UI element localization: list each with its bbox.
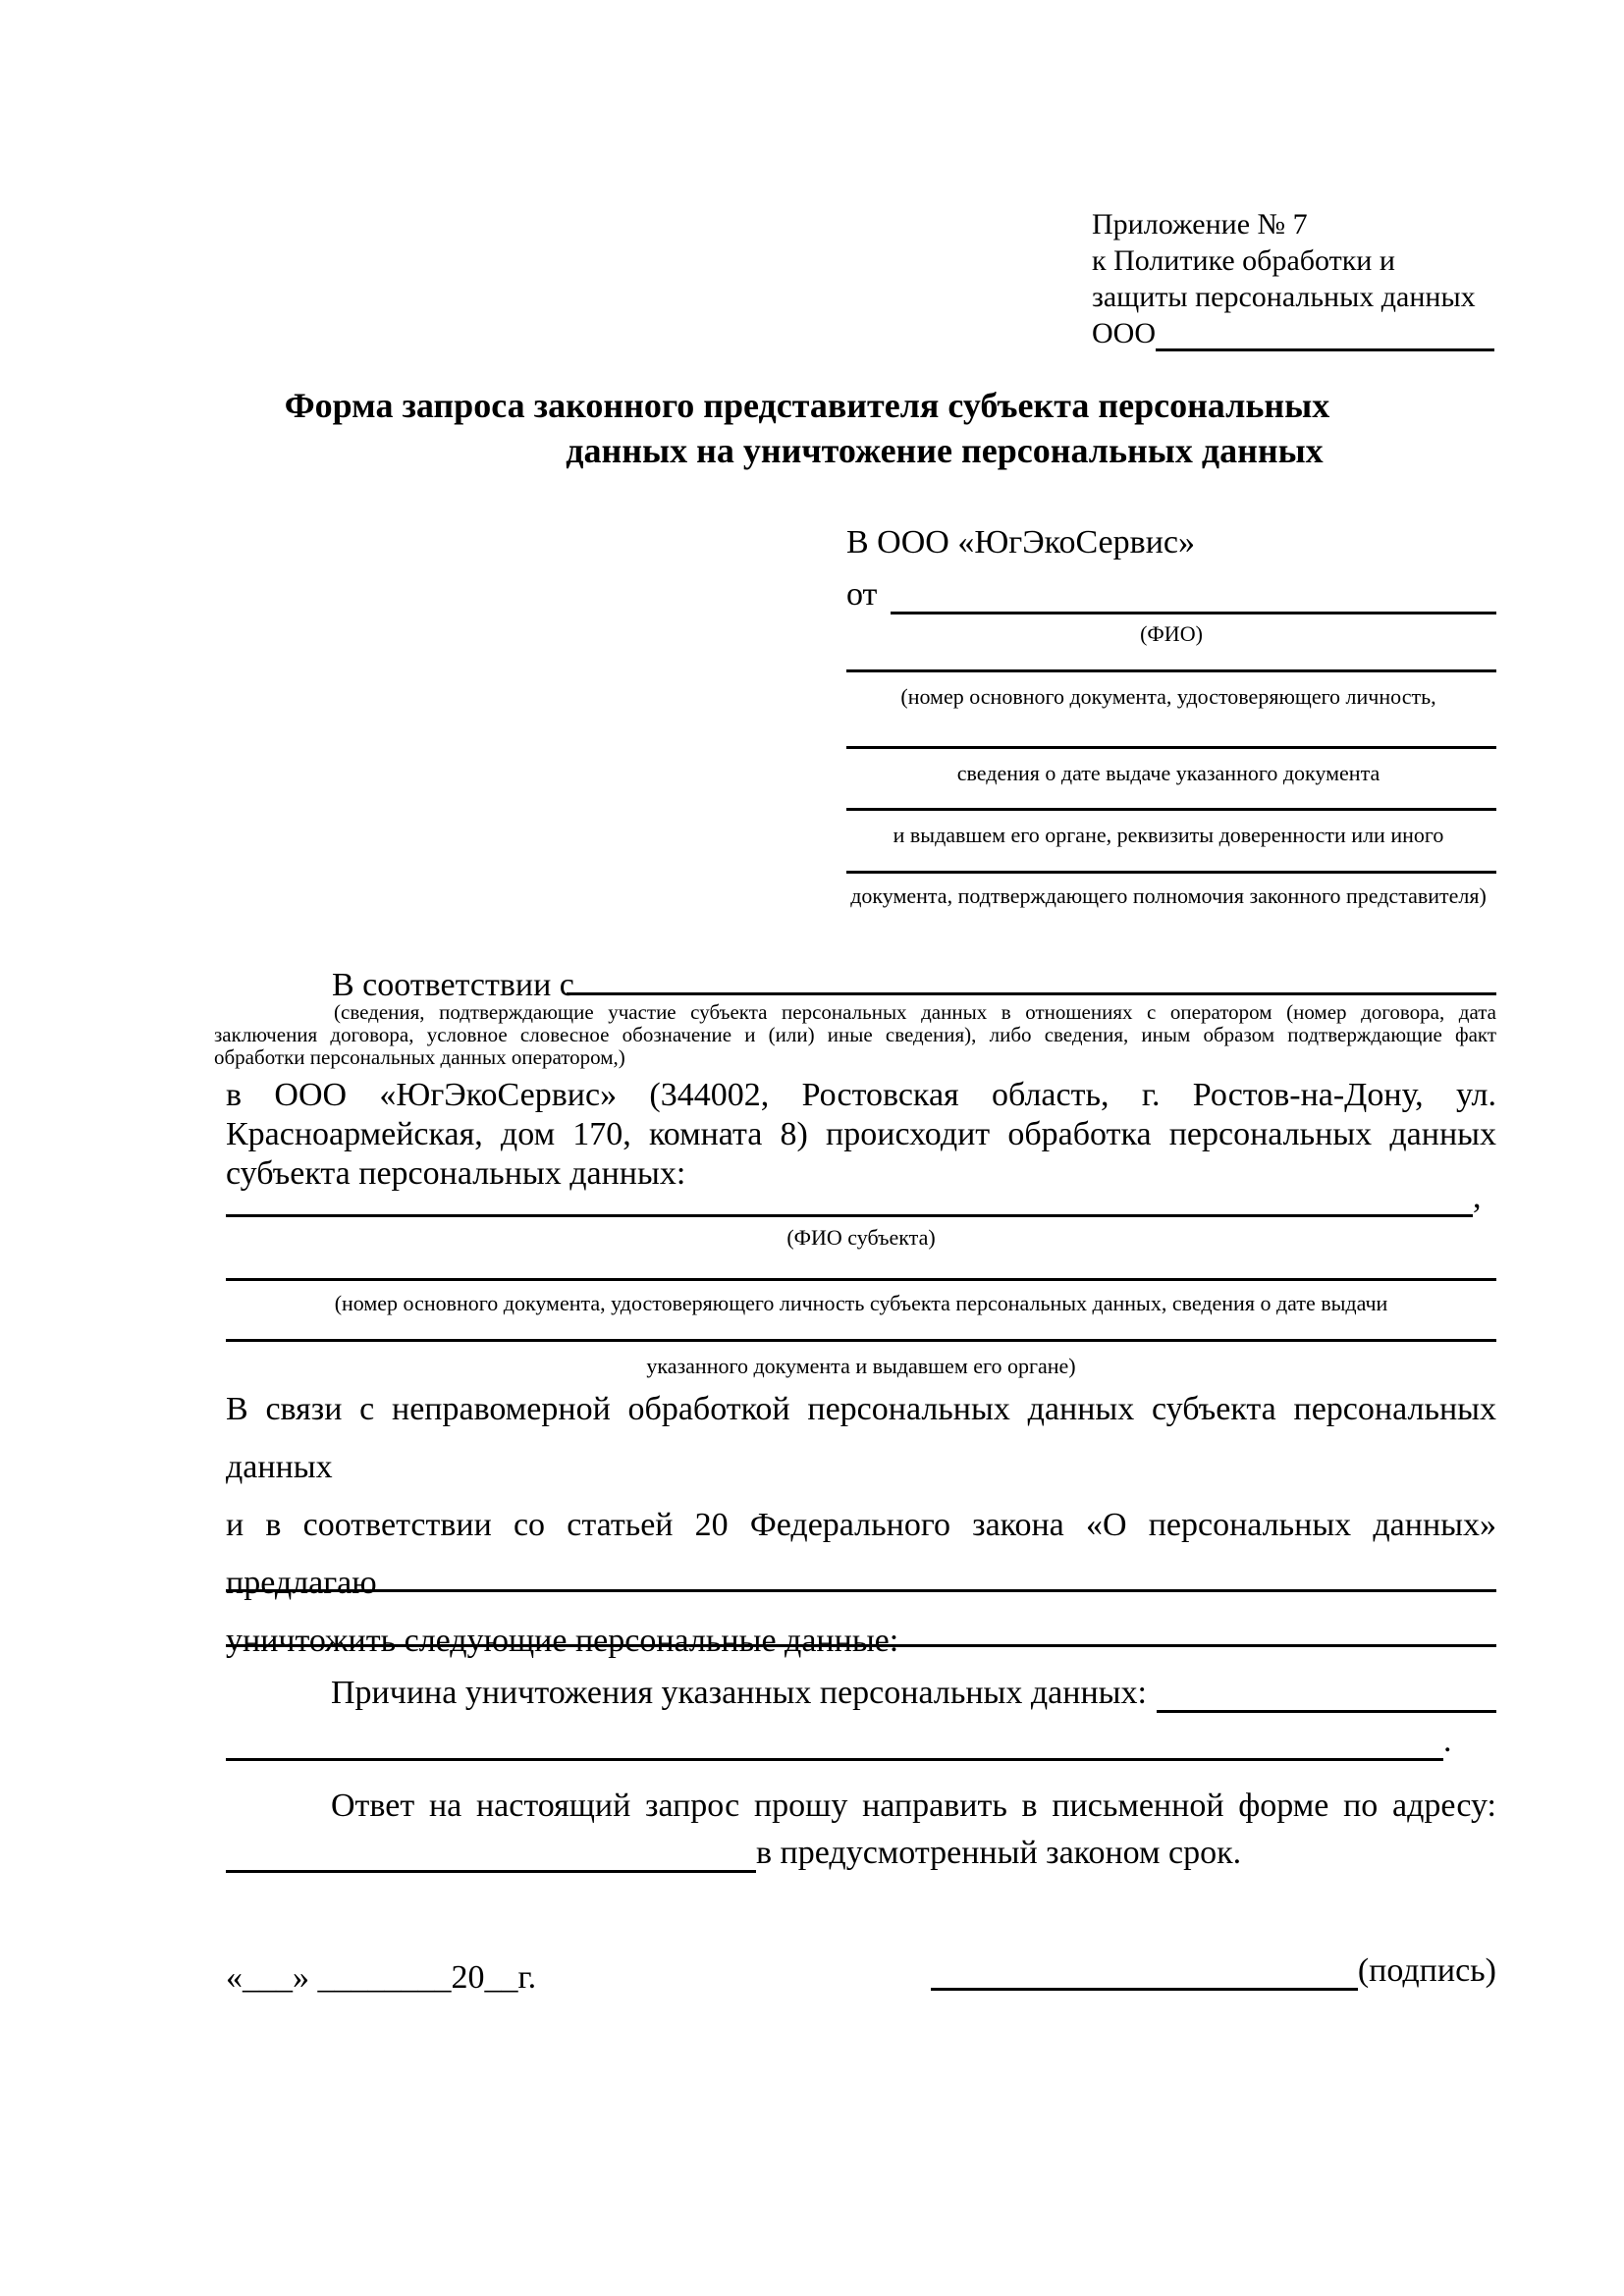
fio-caption: (ФИО) [1140, 621, 1203, 646]
reply-line-1: Ответ на настоящий запрос прошу направить в письменной форме по адресу: [331, 1788, 1496, 1824]
subject-fio-blank-line [226, 1181, 1473, 1217]
operator-line-3: субъекта персональных данных: [226, 1155, 686, 1192]
subject-doc-blank-line-1 [226, 1278, 1496, 1281]
reason-row [226, 1674, 1496, 1713]
issuing-authority-blank-line [846, 808, 1496, 811]
document-title [226, 383, 1496, 473]
operator-paragraph [226, 1076, 1496, 1194]
according-note [214, 1001, 1496, 1069]
request-paragraph [226, 1380, 1496, 1670]
appendix-line-2: к Политике обработки и [1092, 244, 1395, 277]
from-fio-blank-line [891, 578, 1496, 614]
title-line-1: Форма запроса законного представителя субъекта персональных [284, 386, 1330, 425]
reason-blank-line-2 [226, 1725, 1443, 1761]
reason-blank-line [1157, 1677, 1496, 1713]
subject-fio-comma: , [1473, 1179, 1482, 1215]
appendix-company-prefix: ООО [1092, 317, 1156, 349]
signature-row [931, 1951, 1496, 1991]
data-to-destroy-blank-line-1 [226, 1589, 1496, 1592]
appendix-company-row [1092, 315, 1494, 351]
from-label: от [846, 576, 878, 613]
doc-number-blank-line [846, 669, 1496, 672]
issuing-authority-caption: и выдавшем его органе, реквизиты доверенности или иного [893, 823, 1444, 847]
reply-address-blank-line [226, 1837, 756, 1873]
addressee-to: В ООО «ЮгЭкоСервис» [846, 524, 1195, 561]
appendix-line-3: защиты персональных данных [1092, 281, 1476, 313]
date-line: «___» ________20__г. [226, 1959, 537, 1996]
title-line-2: данных на уничтожение персональных данных [566, 431, 1324, 470]
reason-continuation-row [226, 1722, 1496, 1761]
issue-date-caption: сведения о дате выдаче указанного документа [956, 761, 1380, 785]
addressee-from-row [846, 575, 1496, 614]
according-note-line-2: заключения договора, условное словесное обозначение и (или) иные сведения), либо сведения, иным образом подтверждающие факт [214, 1023, 1496, 1046]
request-line-1: В связи с неправомерной обработкой персональных данных субъекта персональных данных [226, 1391, 1496, 1485]
according-note-line-3: обработки персональных данных оператором,) [214, 1045, 625, 1069]
subject-doc-caption-1: (номер основного документа, удостоверяющего личность субъекта персональных данных, сведения о дате выдачи [334, 1291, 1388, 1315]
signature-blank-line [931, 1954, 1358, 1991]
operator-line-2: Красноармейская, дом 170, комната 8) происходит обработка персональных данных [226, 1116, 1496, 1152]
according-blank-line [567, 992, 1496, 995]
according-label: В соответствии с [332, 967, 574, 1003]
reason-period: . [1443, 1723, 1452, 1759]
subject-fio-row [226, 1178, 1496, 1217]
subject-fio-caption: (ФИО субъекта) [786, 1225, 936, 1250]
signature-caption: (подпись) [1357, 1952, 1496, 1989]
doc-number-caption: (номер основного документа, удостоверяющего личность, [900, 684, 1436, 709]
representative-doc-blank-line [846, 871, 1496, 874]
appendix-block [1092, 206, 1494, 351]
subject-doc-blank-line-2 [226, 1339, 1496, 1342]
issue-date-blank-line [846, 746, 1496, 749]
data-to-destroy-blank-line-2 [226, 1644, 1496, 1647]
reason-label: Причина уничтожения указанных персональных данных: [331, 1675, 1147, 1711]
operator-line-1: в ООО «ЮгЭкоСервис» (344002, Ростовская область, г. Ростов-на-Дону, ул. [226, 1077, 1496, 1113]
representative-doc-caption: документа, подтверждающего полномочия законного представителя) [850, 883, 1487, 908]
appendix-line-1: Приложение № 7 [1092, 208, 1308, 240]
request-line-2: и в соответствии со статьей 20 Федерального закона «О персональных данных» предлагаю [226, 1507, 1496, 1601]
request-line-3: уничтожить следующие персональные данные: [226, 1623, 899, 1659]
reply-address-row [226, 1834, 1496, 1873]
according-note-line-1: (сведения, подтверждающие участие субъекта персональных данных в отношениях с оператором (номер договора, дата [334, 1000, 1496, 1024]
reply-line-2-suffix: в предусмотренный законом срок. [756, 1835, 1242, 1871]
subject-doc-caption-2: указанного документа и выдавшем его органе) [646, 1354, 1076, 1378]
appendix-company-blank-line [1156, 319, 1494, 351]
